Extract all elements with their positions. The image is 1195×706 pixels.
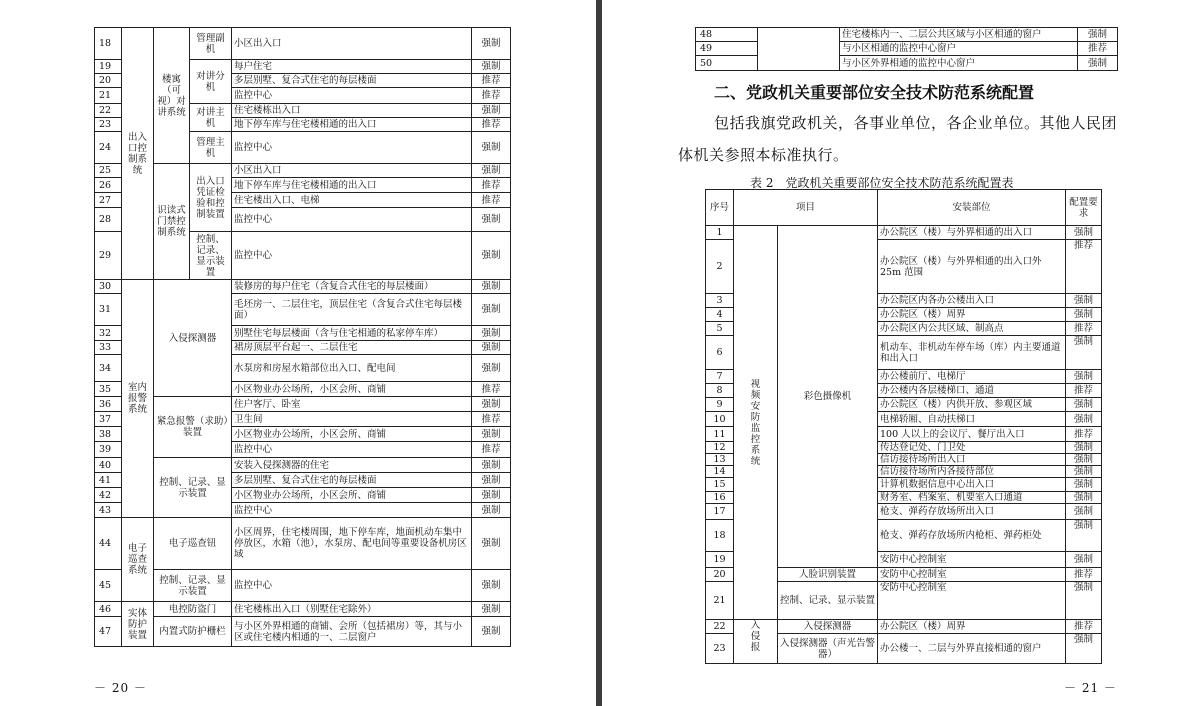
requirement-cell: 推荐 xyxy=(472,442,511,458)
requirement-cell: 强制 xyxy=(472,132,511,164)
requirement-cell: 强制 xyxy=(472,232,511,280)
requirement-cell: 强制 xyxy=(472,326,511,341)
requirement-cell: 强制 xyxy=(1066,478,1102,492)
group-intercom: 楼寓（可视）对讲系统 xyxy=(154,28,190,164)
row-no: 21 xyxy=(95,88,122,104)
requirement-cell: 强制 xyxy=(1066,398,1102,412)
system-intrusion: 入侵报 xyxy=(734,620,778,664)
requirement-cell: 强制 xyxy=(1066,520,1102,552)
requirement-cell: 强制 xyxy=(472,458,511,473)
row-no: 15 xyxy=(706,478,734,492)
row-no: 16 xyxy=(706,492,734,504)
requirement-cell: 强制 xyxy=(472,280,511,294)
requirement-cell: 强制 xyxy=(472,397,511,412)
location-cell: 多层别墅、复合式住宅的每层楼面 xyxy=(232,74,472,88)
location-cell: 办公楼内各层楼梯口、通道 xyxy=(878,384,1066,398)
row-no: 37 xyxy=(95,412,122,427)
row-no: 25 xyxy=(95,164,122,178)
location-cell: 地下停车库与住宅楼相通的出入口 xyxy=(232,118,472,132)
location-cell: 小区出入口 xyxy=(232,28,472,60)
requirement-cell: 强制 xyxy=(472,164,511,178)
row-no: 14 xyxy=(706,466,734,478)
requirement-cell: 强制 xyxy=(1066,308,1102,322)
location-cell: 办公院区（楼）周界 xyxy=(878,308,1066,322)
right-page xyxy=(602,0,1195,706)
requirement-cell: 强制 xyxy=(1066,466,1102,478)
blank-cell xyxy=(758,28,840,71)
location-cell: 监控中心 xyxy=(232,570,472,602)
row-no: 33 xyxy=(95,341,122,355)
device-cell: 管理主机 xyxy=(190,132,232,164)
requirement-cell: 强制 xyxy=(1066,294,1102,308)
location-cell: 枪支、弹药存放场所内枪柜、弹药柜处 xyxy=(878,520,1066,552)
row-no: 45 xyxy=(95,570,122,602)
row-no: 46 xyxy=(95,602,122,617)
page-number: － 21 － xyxy=(1064,681,1117,695)
row-no: 20 xyxy=(706,568,734,582)
requirement-cell: 强制 xyxy=(1066,634,1102,664)
requirement-cell: 强制 xyxy=(472,570,511,602)
requirement-cell: 强制 xyxy=(472,427,511,442)
row-no: 23 xyxy=(95,118,122,132)
header-item: 项目 xyxy=(734,190,878,226)
requirement-cell: 推荐 xyxy=(472,178,511,193)
location-cell: 住户客厅、卧室 xyxy=(232,397,472,412)
row-no: 26 xyxy=(95,178,122,193)
requirement-cell: 强制 xyxy=(472,503,511,518)
device-cell: 内置式防护栅栏 xyxy=(154,617,232,647)
requirement-cell: 强制 xyxy=(1066,442,1102,454)
location-cell: 信访接待场所内各接待部位 xyxy=(878,466,1066,478)
device-cell: 控制、记录、显示装置 xyxy=(154,458,232,518)
header-requirement: 配置要求 xyxy=(1066,190,1102,226)
requirement-cell: 强制 xyxy=(1066,336,1102,370)
row-no: 22 xyxy=(95,104,122,118)
row-no: 49 xyxy=(696,42,758,56)
requirement-cell: 强制 xyxy=(472,60,511,74)
device-detector-alarm: 入侵探测器（声光告警器） xyxy=(778,634,878,664)
location-cell: 办公院区内公共区域、制高点 xyxy=(878,322,1066,336)
row-no: 36 xyxy=(95,397,122,412)
requirement-cell: 强制 xyxy=(472,28,511,60)
row-no: 48 xyxy=(696,28,758,42)
location-cell: 与小区相通的监控中心窗户 xyxy=(840,42,1078,56)
location-cell: 监控中心 xyxy=(232,232,472,280)
device-camera: 彩色摄像机 xyxy=(778,226,878,568)
requirement-cell: 推荐 xyxy=(1066,620,1102,634)
location-cell: 安防中心控制室 xyxy=(878,568,1066,582)
location-cell: 办公楼前厅、电梯厅 xyxy=(878,370,1066,384)
location-cell: 住宅楼栋内一、二层公共区域与小区相通的窗户 xyxy=(840,28,1078,42)
requirement-cell: 推荐 xyxy=(1078,42,1118,56)
row-no: 41 xyxy=(95,473,122,488)
row-no: 1 xyxy=(706,226,734,240)
requirement-cell: 强制 xyxy=(1066,412,1102,427)
device-cell: 对讲主机 xyxy=(190,104,232,132)
row-no: 30 xyxy=(95,280,122,294)
location-cell: 办公楼一、二层与外界直接相通的窗户 xyxy=(878,634,1066,664)
row-no: 23 xyxy=(706,634,734,664)
government-config-table xyxy=(705,189,1102,664)
requirement-cell: 强制 xyxy=(472,104,511,118)
requirement-cell: 推荐 xyxy=(1066,568,1102,582)
row-no: 24 xyxy=(95,132,122,164)
row-no: 5 xyxy=(706,322,734,336)
requirement-cell: 强制 xyxy=(472,473,511,488)
header-location: 安装部位 xyxy=(878,190,1066,226)
location-cell: 毛坯房一、二层住宅，顶层住宅（含复合式住宅每层楼面） xyxy=(232,294,472,326)
location-cell: 小区物业办公场所，小区会所、商铺 xyxy=(232,382,472,397)
location-cell: 别墅住宅每层楼面（含与住宅相通的私家停车库） xyxy=(232,326,472,341)
requirement-cell: 强制 xyxy=(472,602,511,617)
requirement-cell: 推荐 xyxy=(472,74,511,88)
device-cell: 对讲分机 xyxy=(190,60,232,104)
location-cell: 住宅楼栋出入口（别墅住宅除外） xyxy=(232,602,472,617)
row-no: 40 xyxy=(95,458,122,473)
row-no: 12 xyxy=(706,442,734,454)
section-heading: 二、党政机关重要部位安全技术防范系统配置 xyxy=(714,83,1035,102)
location-cell: 财务室、档案室、机要室入口通道 xyxy=(878,492,1066,504)
header-no: 序号 xyxy=(706,190,734,226)
location-cell: 监控中心 xyxy=(232,88,472,104)
device-cell: 电控防盗门 xyxy=(154,602,232,617)
device-cell: 控制、记录、显示装置 xyxy=(190,232,232,280)
location-cell: 小区物业办公场所，小区会所、商铺 xyxy=(232,488,472,503)
device-cell: 管理副机 xyxy=(190,28,232,60)
group-card-access: 识读式门禁控制系统 xyxy=(154,164,190,280)
requirement-cell: 强制 xyxy=(1066,226,1102,240)
location-cell: 信访接待场所出入口 xyxy=(878,454,1066,466)
location-cell: 监控中心 xyxy=(232,208,472,232)
location-cell: 安防中心控制室 xyxy=(878,582,1066,620)
device-detector: 入侵探测器 xyxy=(778,620,878,634)
requirement-cell: 强制 xyxy=(1078,28,1118,42)
row-no: 47 xyxy=(95,617,122,647)
page-number: － 20 － xyxy=(94,681,147,695)
group-patrol: 电子巡查系统 xyxy=(122,518,154,602)
row-no: 28 xyxy=(95,208,122,232)
row-no: 18 xyxy=(706,520,734,552)
device-cell: 电子巡查钮 xyxy=(154,518,232,570)
location-cell: 装修房的每户住宅（含复合式住宅的每层楼面） xyxy=(232,280,472,294)
row-no: 4 xyxy=(706,308,734,322)
location-cell: 住宅楼栋出入口 xyxy=(232,104,472,118)
requirement-cell: 强制 xyxy=(472,208,511,232)
location-cell: 多层别墅、复合式住宅的每层楼面 xyxy=(232,473,472,488)
row-no: 27 xyxy=(95,193,122,208)
location-cell: 监控中心 xyxy=(232,132,472,164)
requirement-cell: 推荐 xyxy=(1066,427,1102,442)
location-cell: 水泵房和房屋水箱部位出入口、配电间 xyxy=(232,355,472,382)
location-cell: 计算机数据信息中心出入口 xyxy=(878,478,1066,492)
location-cell: 办公院区（楼）与外界相通的出入口 xyxy=(878,226,1066,240)
device-record: 控制、记录、显示装置 xyxy=(778,582,878,620)
requirement-cell: 强制 xyxy=(1066,454,1102,466)
group-intrusion: 室内报警系统 xyxy=(122,280,154,518)
row-no: 50 xyxy=(696,56,758,71)
row-no: 35 xyxy=(95,382,122,397)
device-cell: 控制、记录、显示装置 xyxy=(154,570,232,602)
requirement-cell: 强制 xyxy=(1078,56,1118,71)
requirement-cell: 推荐 xyxy=(1066,240,1102,294)
location-cell: 电梯轿厢、自动扶梯口 xyxy=(878,412,1066,427)
paragraph-line: 体机关参照本标准执行。 xyxy=(678,146,849,164)
row-no: 10 xyxy=(706,412,734,427)
row-no: 29 xyxy=(95,232,122,280)
row-no: 39 xyxy=(95,442,122,458)
location-cell: 安装入侵探测器的住宅 xyxy=(232,458,472,473)
requirement-cell: 推荐 xyxy=(472,193,511,208)
location-cell: 办公院区（楼）与外界相通的出入口外 25m 范围 xyxy=(878,240,1066,294)
group-access-control: 出入口控制系统 xyxy=(122,28,154,280)
requirement-cell: 推荐 xyxy=(472,412,511,427)
location-cell: 与小区外界相通的监控中心窗户 xyxy=(840,56,1078,71)
continued-table xyxy=(695,27,1118,71)
table-caption: 表 2 党政机关重要部位安全技术防范系统配置表 xyxy=(750,176,1014,190)
location-cell: 监控中心 xyxy=(232,442,472,458)
requirement-cell: 推荐 xyxy=(1066,384,1102,398)
requirement-cell: 强制 xyxy=(1066,370,1102,384)
group-physical: 实体防护装置 xyxy=(122,602,154,647)
location-cell: 小区物业办公场所，小区会所、商铺 xyxy=(232,427,472,442)
requirement-cell: 强制 xyxy=(1066,492,1102,504)
requirement-cell: 强制 xyxy=(1066,582,1102,620)
device-face: 人脸识别装置 xyxy=(778,568,878,582)
row-no: 38 xyxy=(95,427,122,442)
requirement-cell: 强制 xyxy=(1066,552,1102,568)
row-no: 31 xyxy=(95,294,122,326)
location-cell: 每户住宅 xyxy=(232,60,472,74)
location-cell: 地下停车库与住宅楼相通的出入口 xyxy=(232,178,472,193)
left-page xyxy=(0,0,596,706)
row-no: 17 xyxy=(706,504,734,520)
requirement-cell: 强制 xyxy=(1066,504,1102,520)
row-no: 2 xyxy=(706,240,734,294)
location-cell: 监控中心 xyxy=(232,503,472,518)
row-no: 20 xyxy=(95,74,122,88)
location-cell: 与小区外界相通的商铺、会所（包括裙房）等，其与小区或住宅楼内相通的一、二层窗户 xyxy=(232,617,472,647)
requirement-cell: 强制 xyxy=(472,518,511,570)
requirement-cell: 推荐 xyxy=(472,88,511,104)
location-cell: 枪支、弹药存放场所出入口 xyxy=(878,504,1066,520)
requirement-cell: 推荐 xyxy=(472,118,511,132)
location-cell: 办公院区（楼）内供开放、参观区域 xyxy=(878,398,1066,412)
location-cell: 小区出入口 xyxy=(232,164,472,178)
requirement-cell: 强制 xyxy=(472,341,511,355)
row-no: 9 xyxy=(706,398,734,412)
system-video: 视频安防监控系统 xyxy=(734,226,778,620)
row-no: 22 xyxy=(706,620,734,634)
row-no: 19 xyxy=(706,552,734,568)
requirement-cell: 强制 xyxy=(472,294,511,326)
location-cell: 办公院区内各办公楼出入口 xyxy=(878,294,1066,308)
location-cell: 办公院区（楼）周界 xyxy=(878,620,1066,634)
location-cell: 传达登记处、门卫处 xyxy=(878,442,1066,454)
row-no: 11 xyxy=(706,427,734,442)
row-no: 34 xyxy=(95,355,122,382)
location-cell: 卫生间 xyxy=(232,412,472,427)
requirement-cell: 强制 xyxy=(472,488,511,503)
residential-config-table xyxy=(94,27,511,647)
location-cell: 小区周界，住宅楼周围，地下停车库，地面机动车集中停放区，水箱（池），水泵房、配电间等重要设备机房区域 xyxy=(232,518,472,570)
row-no: 6 xyxy=(706,336,734,370)
row-no: 43 xyxy=(95,503,122,518)
row-no: 21 xyxy=(706,582,734,620)
row-no: 42 xyxy=(95,488,122,503)
requirement-cell: 推荐 xyxy=(1066,322,1102,336)
row-no: 44 xyxy=(95,518,122,570)
location-cell: 裙房顶层平台起一、二层住宅 xyxy=(232,341,472,355)
location-cell: 机动车、非机动车停车场（库）内主要通道和出入口 xyxy=(878,336,1066,370)
device-cell: 出入口凭证检验和控制装置 xyxy=(190,164,232,232)
row-no: 8 xyxy=(706,384,734,398)
row-no: 7 xyxy=(706,370,734,384)
row-no: 32 xyxy=(95,326,122,341)
requirement-cell: 强制 xyxy=(472,617,511,647)
location-cell: 安防中心控制室 xyxy=(878,552,1066,568)
requirement-cell: 强制 xyxy=(472,355,511,382)
row-no: 18 xyxy=(95,28,122,60)
location-cell: 100 人以上的会议厅、餐厅出入口 xyxy=(878,427,1066,442)
paragraph-line: 包括我旗党政机关，各事业单位，各企业单位。其他人民团 xyxy=(714,114,1118,132)
device-cell: 紧急报警（求助）装置 xyxy=(154,397,232,458)
row-no: 19 xyxy=(95,60,122,74)
device-cell: 入侵探测器 xyxy=(154,280,232,397)
row-no: 13 xyxy=(706,454,734,466)
requirement-cell: 推荐 xyxy=(472,382,511,397)
row-no: 3 xyxy=(706,294,734,308)
location-cell: 住宅楼出入口、电梯 xyxy=(232,193,472,208)
